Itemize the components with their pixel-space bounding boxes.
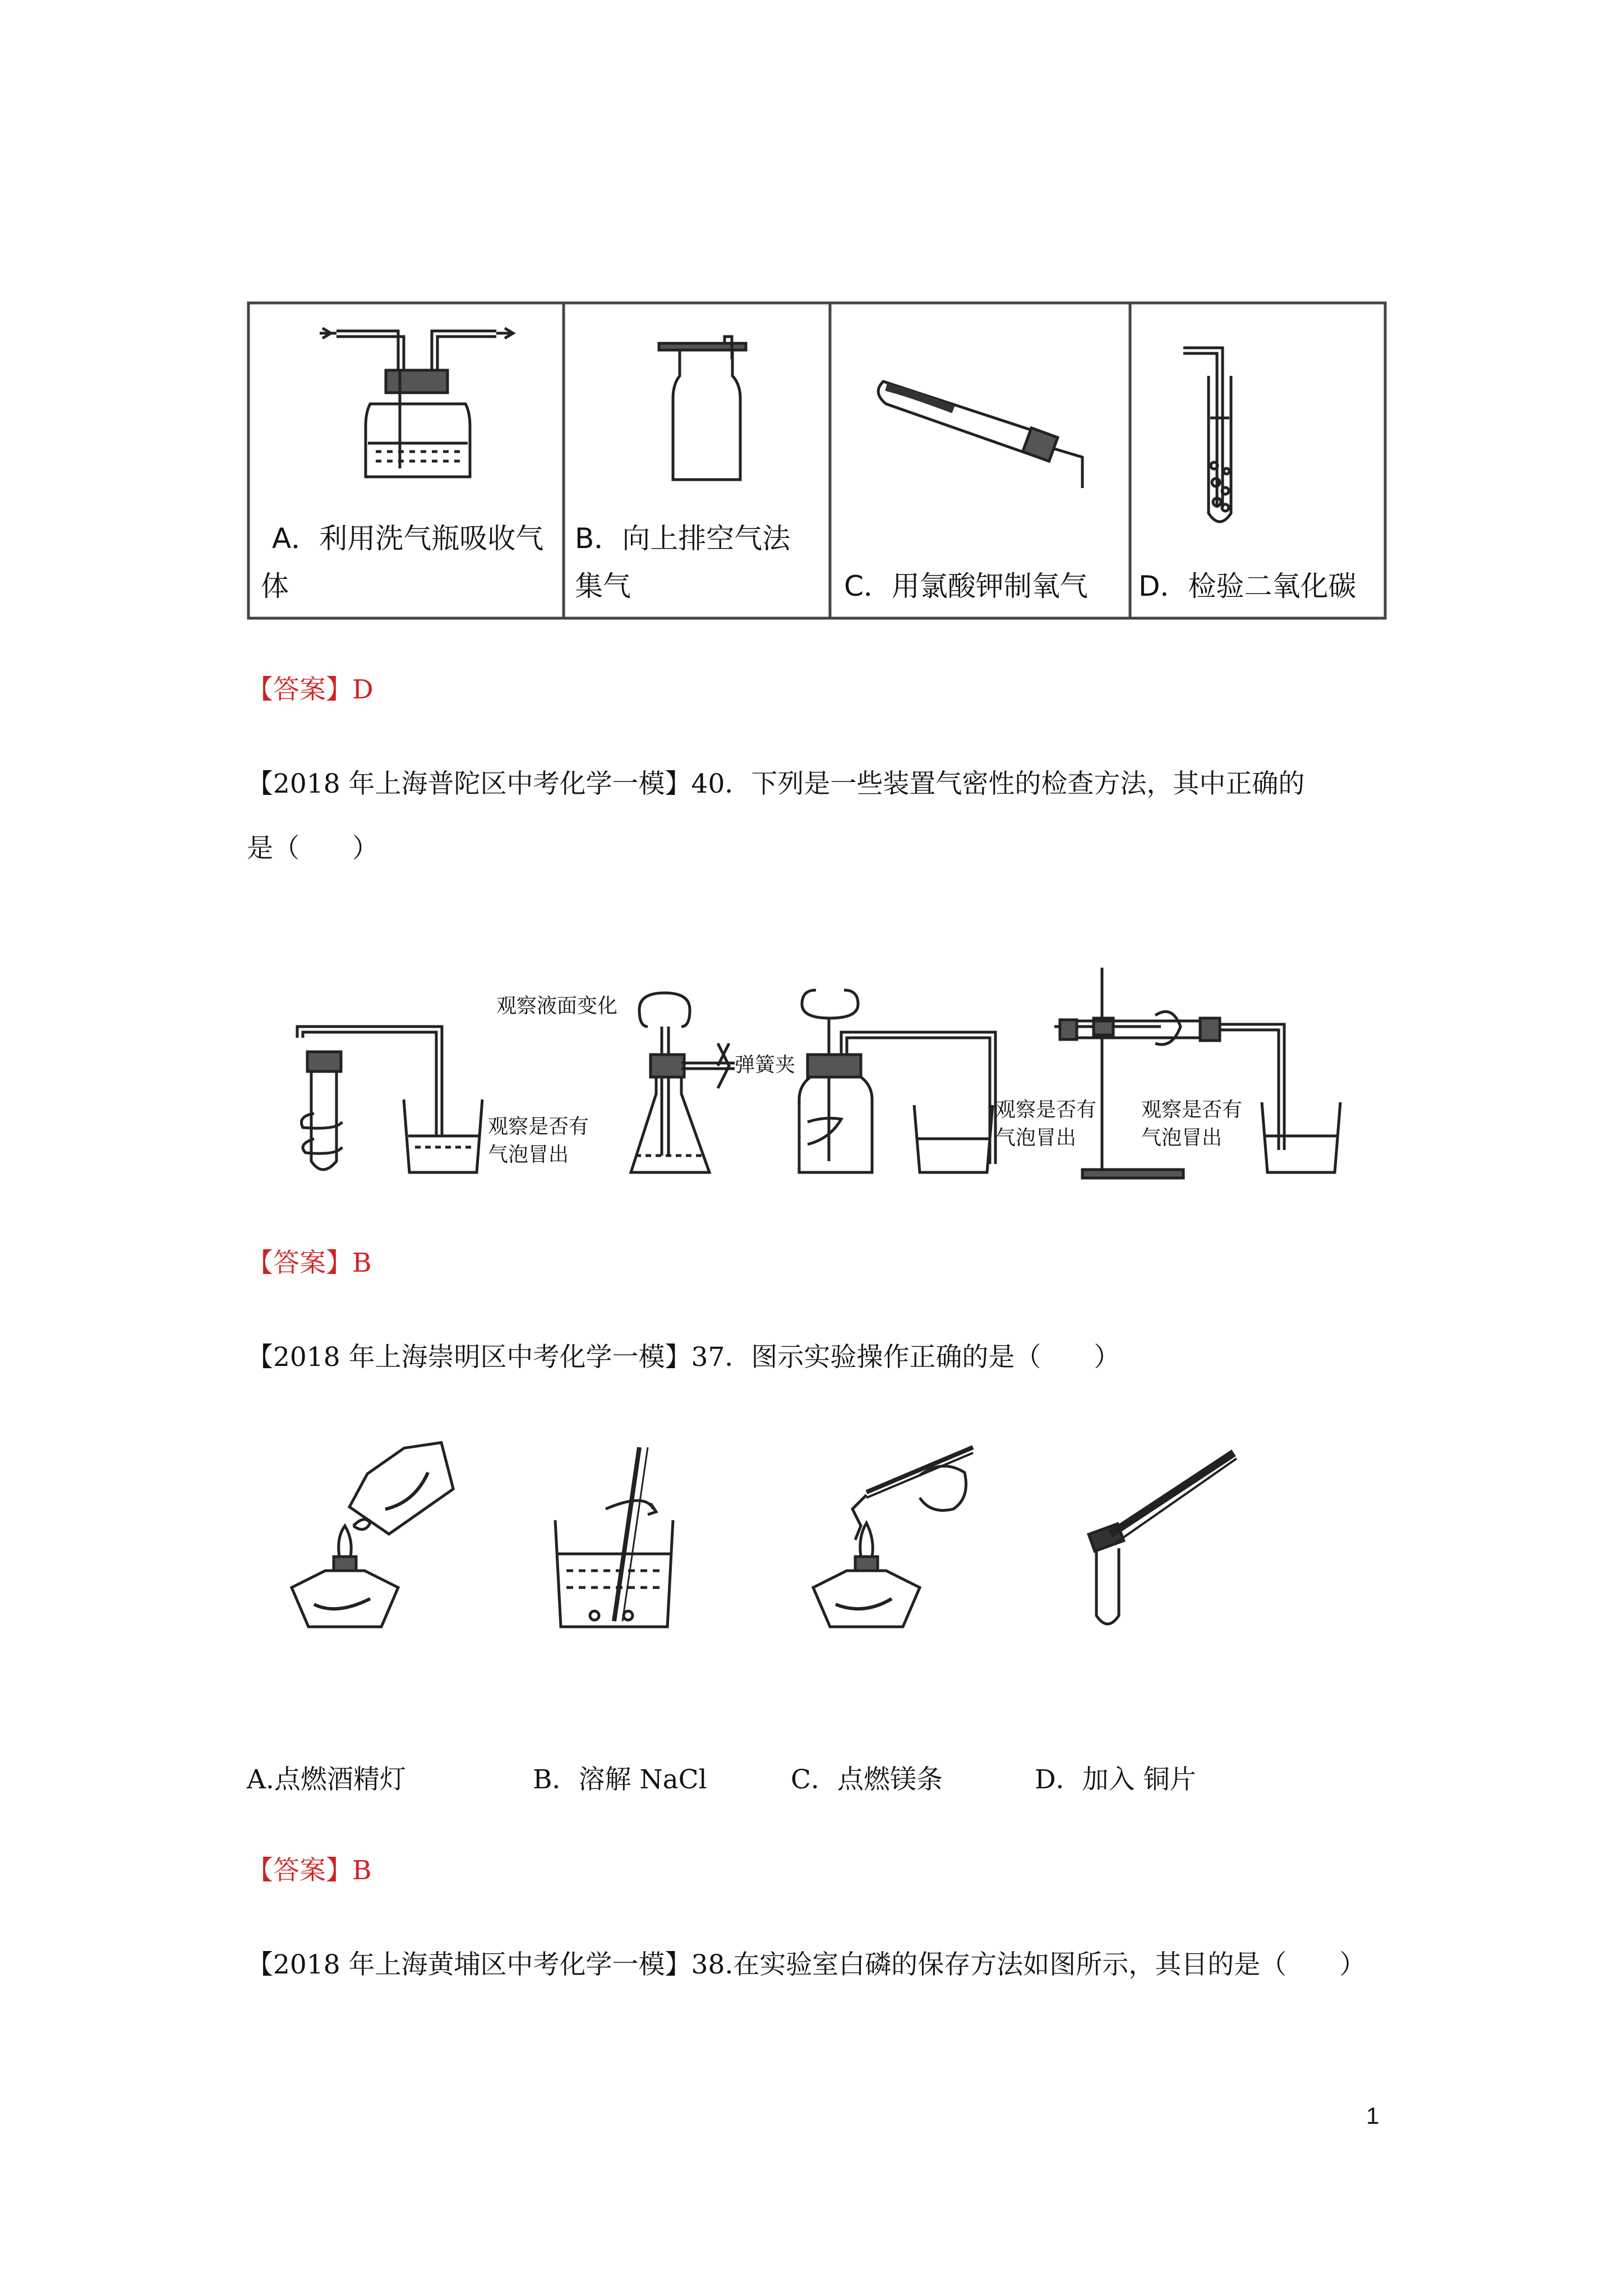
option-a-alcohol-lamps (292, 1429, 467, 1627)
option-37-a: A.点燃酒精灯 (247, 1764, 406, 1795)
answer-label: 【答案】 (247, 1248, 352, 1278)
label-spring-clamp: 弹簧夹 (735, 1053, 796, 1076)
answer-value: D (352, 674, 374, 705)
question-37: 【2018 年上海崇明区中考化学一模】37．图示实验操作正确的是（ ） (247, 1342, 1121, 1373)
answer-value: B (352, 1248, 372, 1278)
label-device-a-bubbles-1: 观察是否有 (488, 1115, 589, 1138)
answer-label: 【答案】 (247, 1855, 352, 1886)
answer-value: B (352, 1855, 372, 1886)
option-d-line1: D．检验二氧化碳 (1138, 570, 1357, 602)
option-b-line2: 集气 (575, 570, 631, 602)
option-b-beaker-glass-rod (555, 1447, 673, 1627)
option-c-line1: C．用氯酸钾制氧气 (844, 570, 1088, 602)
label-device-d-bubbles-1: 观察是否有 (1141, 1098, 1243, 1121)
option-c-burning-magnesium (813, 1447, 973, 1627)
option-37-d: D．加入 铜片 (1035, 1764, 1196, 1795)
label-observe-liquid-level: 观察液面变化 (496, 995, 618, 1018)
label-device-a-bubbles-2: 气泡冒出 (488, 1143, 569, 1166)
page-number: 1 (1366, 2102, 1380, 2129)
option-d-test-tube-tongs (1089, 1453, 1237, 1624)
question-40-line2: 是（ ） (247, 833, 379, 864)
option-a-line1: A．利用洗气瓶吸收气 (272, 522, 544, 555)
question-40-line1: 【2018 年上海普陀区中考化学一模】40．下列是一些装置气密性的检查方法，其中正确的 (247, 769, 1305, 799)
answer-q37 (247, 1854, 372, 1888)
question-38: 【2018 年上海黄埔区中考化学一模】38.在实验室白磷的保存方法如图所示，其目的是（ ） (247, 1949, 1366, 1980)
label-device-d-bubbles-2: 气泡冒出 (1141, 1126, 1223, 1149)
label-device-c-bubbles-2: 气泡冒出 (995, 1126, 1077, 1149)
option-37-c: C．点燃镁条 (791, 1764, 943, 1795)
option-b-line1: B．向上排空气法 (575, 522, 791, 555)
option-37-b: B．溶解 NaCl (533, 1764, 707, 1795)
label-device-c-bubbles-1: 观察是否有 (995, 1098, 1097, 1121)
answer-label: 【答案】 (247, 674, 352, 705)
option-a-line2: 体 (261, 570, 289, 602)
